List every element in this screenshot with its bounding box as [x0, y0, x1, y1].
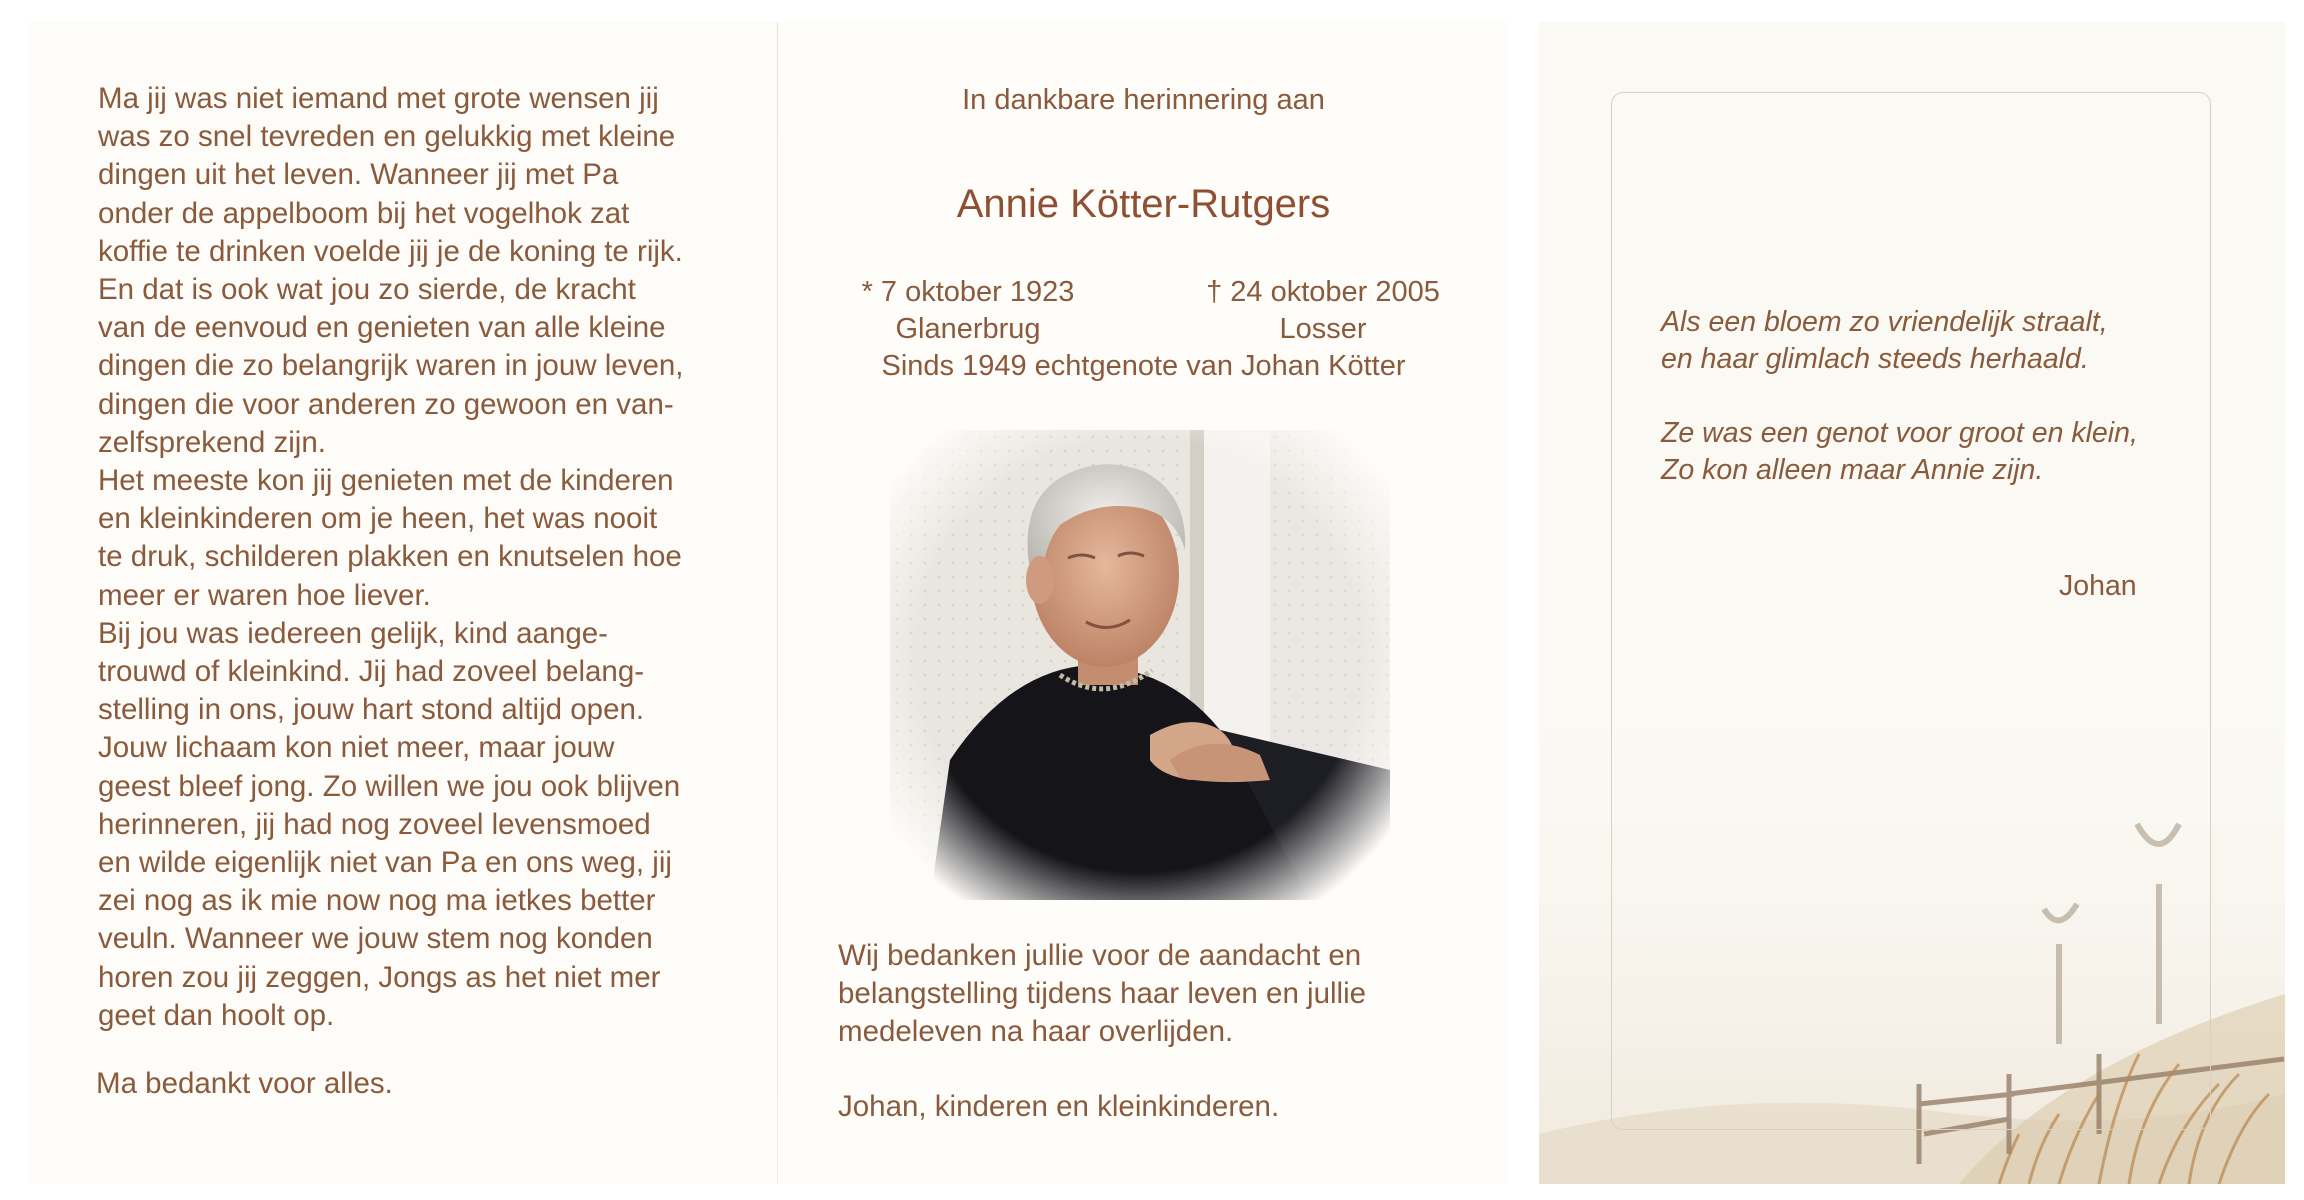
spouse-line: Sinds 1949 echtgenote van Johan Kötter [881, 350, 1406, 382]
verse-signature: Johan [2059, 570, 2137, 602]
closing-line: Ma bedankt voor alles. [96, 1067, 393, 1100]
memorial-intro: In dankbare herinnering aan [962, 84, 1325, 116]
text-frame [1611, 92, 2211, 1130]
memorial-verse [1661, 304, 2201, 489]
deceased-name: Annie Kötter-Rutgers [956, 182, 1331, 226]
verse-stanza-2: Ze was een genot voor groot en klein, Zo kon alleen maar Annie zijn. [1661, 417, 2138, 486]
family-signature: Johan, kinderen en kleinkinderen. [838, 1090, 1280, 1123]
birth-place: Glanerbrug [895, 313, 1041, 345]
birth-date: * 7 oktober 1923 [861, 276, 1075, 308]
middle-panel [778, 22, 1509, 1184]
life-dates [838, 274, 1458, 348]
death-info [1188, 274, 1458, 348]
portrait-photo [890, 430, 1390, 900]
verse-stanza-1: Als een bloem zo vriendelijk straalt, en haar glimlach steeds herhaald. [1661, 306, 2108, 375]
thanks-text: Wij bedanken jullie voor de aandacht en belangstelling tijdens haar leven en jullie medeleven na haar overlijden. [838, 939, 1367, 1048]
death-date: † 24 oktober 2005 [1206, 276, 1440, 308]
birth-info [838, 274, 1098, 348]
death-place: Losser [1279, 313, 1367, 345]
left-panel [28, 22, 778, 1184]
right-panel [1539, 22, 2285, 1184]
tribute-text: Ma jij was niet iemand met grote wensen jij was zo snel tevreden en gelukkig met kleine dingen uit het leven. Wanneer jij met Pa onder de appelboom bij het vogelhok zat koffie te drinken voelde jij je de koning te rijk. En dat is ook wat jou zo sierde, de kracht van de eenvoud en genieten van alle kleine dingen die zo belangrijk waren in jouw leven, dingen die voor anderen zo gewoon en van- zelfsprekend zijn. Het meeste kon jij genieten met de kinderen en kleinkinderen om je heen, het was nooit te druk, schilderen plakken en knutselen hoe meer er waren hoe liever. Bij jou was iedereen gelijk, kind aange- trouwd of kleinkind. Jij had zoveel belang- stelling in ons, jouw hart stond altijd open. Jouw lichaam kon niet meer, maar jouw geest bleef jong. Zo willen we jou ook blijven herinneren, jij had nog zoveel levensmoed en wilde eigenlijk niet van Pa en ons weg, jij zei nog as ik mie now nog ma ietkes better veuln. Wanneer we jouw stem nog konden horen zou jij zeggen, Jongs as het niet mer geet dan hoolt op. [98, 82, 684, 1032]
